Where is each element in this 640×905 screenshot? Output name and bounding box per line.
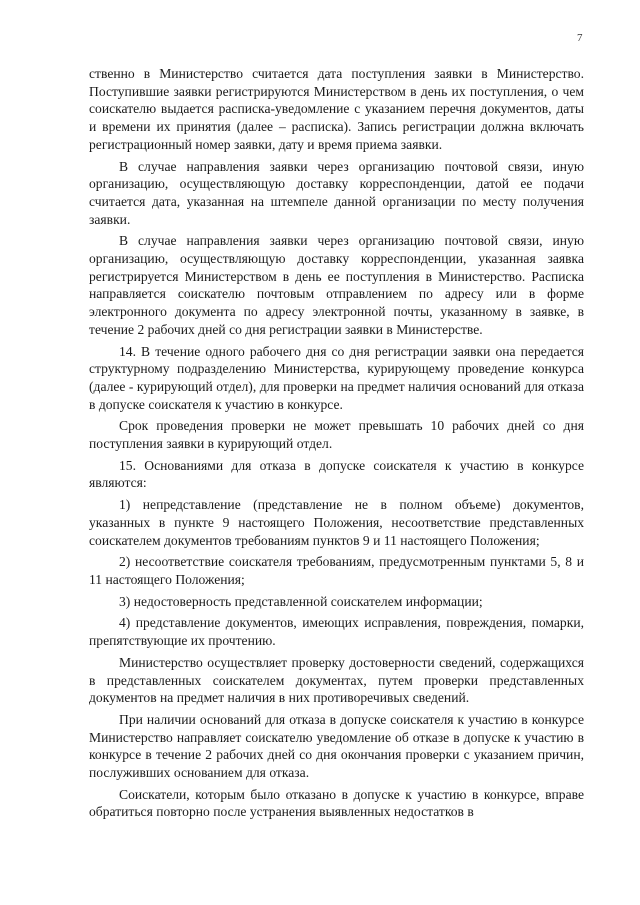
- paragraph-12: При наличии оснований для отказа в допуске соискателя к участию в конкурсе Министерство направляет соискателю уведомление об отказе в допуске к участию в конкурсе в течение 2 рабочих дней со дня окончания проверки с указанием причин, послуживших основанием для отказа.: [89, 711, 584, 781]
- document-body: [89, 65, 584, 825]
- paragraph-7: 1) непредставление (представление не в полном объеме) документов, указанных в пункте 9 настоящего Положения, несоответствие представленных соискателем документов требованиям пунктов 9 и 11 настоящего Положения;: [89, 497, 584, 548]
- paragraph-3: В случае направления заявки через организацию почтовой связи, иную организацию, осуществляющую доставку корреспонденции, указанная заявка регистрируется Министерством в день ее поступления в Министерство. Расписка направляется соискателю почтовым отправлением по адресу или в форме электронного документа по адресу электронной почты, указанному в заявке, в течение 2 рабочих дней со дня регистрации заявки в Министерстве.: [89, 233, 584, 337]
- paragraph-4: 14. В течение одного рабочего дня со дня регистрации заявки она передается структурному подразделению Министерства, курирующему проведение конкурса (далее - курирующий отдел), для проверки на предмет наличия оснований для отказа в допуске соискателя к участию в конкурсе.: [89, 343, 584, 412]
- paragraph-8: 2) несоответствие соискателя требованиям, предусмотренным пунктами 5, 8 и 11 настоящего Положения;: [89, 554, 584, 587]
- paragraph-5: Срок проведения проверки не может превышать 10 рабочих дней со дня поступления заявки в курирующий отдел.: [89, 418, 584, 452]
- paragraph-11: Министерство осуществляет проверку достоверности сведений, содержащихся в представленных соискателем документах, путем проверки представленных документов на предмет наличия в них противоречивых сведений.: [89, 654, 584, 706]
- paragraph-6: 15. Основаниями для отказа в допуске соискателя к участию в конкурсе являются:: [89, 457, 584, 491]
- paragraph-13: Соискатели, которым было отказано в допуске к участию в конкурсе, вправе обратиться повторно после устранения выявленных недостатков в: [89, 786, 584, 820]
- paragraph-2: В случае направления заявки через организацию почтовой связи, иную организацию, осуществляющую доставку корреспонденции, датой ее подачи считается дата, указанная на штемпеле данной организации по месту получения заявки.: [89, 158, 584, 227]
- paragraph-9: 3) недостоверность представленной соискателем информации;: [119, 593, 483, 609]
- paragraph-1: ственно в Министерство считается дата поступления заявки в Министерство. Поступившие заявки регистрируются Министерством в день их поступления, о чем соискателю выдается расписка-уведомление с указанием перечня документов, даты и времени их принятия (далее – расписка). Запись регистрации должна включать регистрационный номер заявки, дату и время приема заявки.: [89, 66, 584, 152]
- paragraph-10: 4) представление документов, имеющих исправления, повреждения, помарки, препятствующие их прочтению.: [89, 615, 584, 649]
- page-number: 7: [577, 32, 583, 44]
